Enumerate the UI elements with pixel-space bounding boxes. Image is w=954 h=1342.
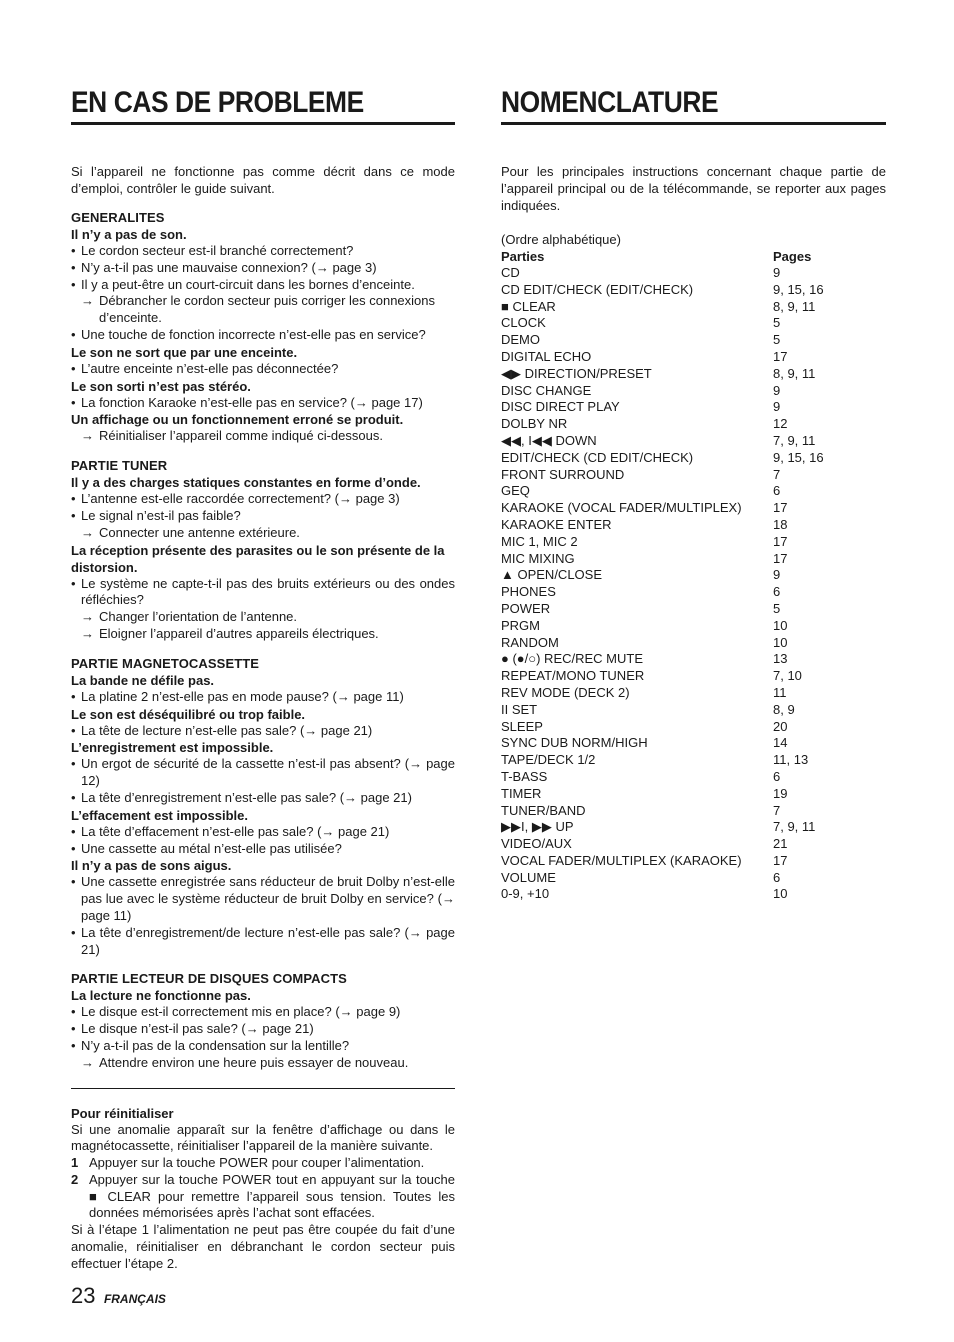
part-name: RANDOM xyxy=(501,634,559,650)
check-item xyxy=(71,508,455,525)
troubleshooting-sections xyxy=(71,209,455,1072)
troubleshooting-title: EN CAS DE PROBLEME xyxy=(71,86,364,119)
part-pages: 5 xyxy=(773,315,781,331)
part-pages: 7, 9, 11 xyxy=(773,819,816,835)
remedy-item xyxy=(71,1055,455,1072)
part-name: ◀◀, I◀◀ DOWN xyxy=(501,432,597,448)
problem-heading: Il y a des charges statiques constantes en forme d’onde. xyxy=(71,475,421,491)
part-pages: 7 xyxy=(773,466,781,482)
item-text: Une cassette enregistrée sans réducteur de bruit Dolby n’est-elle pas lue avec le système réducteur de bruit Dolby en service? (→ page 11) xyxy=(81,874,455,923)
item-text: L’autre enceinte n’est-elle pas déconnectée? xyxy=(81,360,339,376)
item-text: Changer l’orientation de l’antenne. xyxy=(99,609,298,625)
part-pages: 17 xyxy=(773,533,788,549)
problem-heading: Le son sorti n’est pas stéréo. xyxy=(71,378,251,394)
part-pages: 17 xyxy=(773,852,788,868)
part-name: DISC CHANGE xyxy=(501,382,592,398)
arrow-right-icon: → xyxy=(81,609,94,625)
part-name: PRGM xyxy=(501,617,540,633)
item-text: N’y a-t-il pas de la condensation sur la lentille? xyxy=(81,1037,350,1053)
item-text: Le disque n’est-il pas sale? (→ page 21) xyxy=(81,1021,314,1037)
reset-intro: Si une anomalie apparaît sur la fenêtre d’affichage ou dans le magnétocassette, réinitialiser l’appareil de la manière suivante. xyxy=(71,1121,455,1154)
part-name: TIMER xyxy=(501,785,542,801)
check-item xyxy=(71,327,455,344)
arrow-right-icon: → xyxy=(81,1054,94,1070)
table-row xyxy=(501,886,886,903)
item-text: Le système ne capte-t-il pas des bruits extérieurs ou des ondes réfléchies? xyxy=(81,575,455,608)
table-row xyxy=(501,282,886,299)
reset-title: Pour réinitialiser xyxy=(71,1105,174,1121)
part-name: DOLBY NR xyxy=(501,416,568,432)
part-name: KARAOKE ENTER xyxy=(501,516,612,532)
part-pages: 17 xyxy=(773,348,788,364)
part-pages: 14 xyxy=(773,735,788,751)
table-row xyxy=(501,567,886,584)
table-row xyxy=(501,702,886,719)
remedy-item xyxy=(71,293,455,327)
table-header-row xyxy=(501,248,886,265)
part-pages: 13 xyxy=(773,651,788,667)
item-text: Le disque est-il correctement mis en place? (→ page 9) xyxy=(81,1004,401,1020)
nomenclature-table xyxy=(501,248,886,903)
part-name: POWER xyxy=(501,600,551,616)
item-text: La fonction Karaoke n’est-elle pas en service? (→ page 17) xyxy=(81,394,423,410)
part-name: ■ CLEAR xyxy=(501,298,556,314)
table-row xyxy=(501,551,886,568)
item-text: Connecter une antenne extérieure. xyxy=(99,524,300,540)
part-pages: 11 xyxy=(773,684,787,700)
part-name: TAPE/DECK 1/2 xyxy=(501,752,596,768)
remedy-item xyxy=(71,626,455,643)
section-title: PARTIE LECTEUR DE DISQUES COMPACTS xyxy=(71,971,347,987)
part-name: CLOCK xyxy=(501,315,546,331)
section-separator xyxy=(71,1088,455,1089)
part-pages: 6 xyxy=(773,584,781,600)
table-row xyxy=(501,584,886,601)
part-name: GEQ xyxy=(501,483,530,499)
item-text: Le signal n’est-il pas faible? xyxy=(81,507,241,523)
table-row xyxy=(501,735,886,752)
check-item xyxy=(71,243,455,260)
nomenclature-intro: Pour les principales instructions concernant chaque partie de l’appareil principal ou de la télécommande, se reporter aux pages indiquées. xyxy=(501,164,886,213)
part-name: CD xyxy=(501,265,520,280)
part-pages: 9 xyxy=(773,567,781,583)
problem-heading: Il n’y a pas de sons aigus. xyxy=(71,858,232,874)
page-number: 23 xyxy=(71,1283,96,1308)
part-pages: 9 xyxy=(773,265,781,280)
table-row xyxy=(501,853,886,870)
item-text: Réinitialiser l’appareil comme indiqué ci-dessous. xyxy=(99,428,383,444)
reset-outro: Si à l’étape 1 l’alimentation ne peut pas être coupée du fait d’une anomalie, réinitialiser en débranchant le cordon secteur puis effectuer l’étape 2. xyxy=(71,1222,455,1271)
item-text: La platine 2 n’est-elle pas en mode pause? (→ page 11) xyxy=(81,688,404,704)
table-row xyxy=(501,752,886,769)
part-name: FRONT SURROUND xyxy=(501,466,625,482)
part-pages: 9, 15, 16 xyxy=(773,281,824,297)
part-name: REPEAT/MONO TUNER xyxy=(501,668,645,684)
section-title: PARTIE TUNER xyxy=(71,458,168,474)
part-pages: 10 xyxy=(773,634,788,650)
title-rule xyxy=(501,122,886,125)
order-note: (Ordre alphabétique) xyxy=(501,232,621,247)
check-item xyxy=(71,260,455,277)
item-text: Débrancher le cordon secteur puis corriger les connexions d’enceinte. xyxy=(99,293,436,326)
part-name: ▲ OPEN/CLOSE xyxy=(501,567,603,583)
check-item xyxy=(71,925,455,959)
table-row xyxy=(501,651,886,668)
table-row xyxy=(501,315,886,332)
column-header-pages: Pages xyxy=(773,249,812,264)
table-row xyxy=(501,685,886,702)
part-name: VIDEO/AUX xyxy=(501,836,572,852)
part-pages: 5 xyxy=(773,600,781,616)
part-pages: 11, 13 xyxy=(773,752,809,768)
table-row xyxy=(501,769,886,786)
item-text: La tête de lecture n’est-elle pas sale? (→ page 21) xyxy=(81,722,373,738)
check-item xyxy=(71,361,455,378)
check-item xyxy=(71,824,455,841)
check-item xyxy=(71,723,455,740)
table-row xyxy=(501,265,886,282)
remedy-item xyxy=(71,525,455,542)
check-item xyxy=(71,395,455,412)
table-row xyxy=(501,719,886,736)
page-footer xyxy=(71,1283,166,1309)
problem-heading: Le son ne sort que par une enceinte. xyxy=(71,344,298,360)
table-row xyxy=(501,383,886,400)
table-row xyxy=(501,299,886,316)
part-pages: 12 xyxy=(773,416,788,432)
part-name: SLEEP xyxy=(501,718,543,734)
part-pages: 7, 10 xyxy=(773,668,802,684)
troubleshooting-column xyxy=(71,86,455,1273)
table-row xyxy=(501,601,886,618)
troubleshooting-intro: Si l’appareil ne fonctionne pas comme décrit dans ce mode d’emploi, contrôler le guide suivant. xyxy=(71,164,455,196)
item-text: L’antenne est-elle raccordée correctement? (→ page 3) xyxy=(81,491,400,507)
nomenclature-column xyxy=(501,86,886,903)
step-text: Appuyer sur la touche POWER tout en appuyant sur la touche ■ CLEAR pour remettre l’appareil sous tension. Toutes les données mémorisées après l’achat sont effacées. xyxy=(89,1171,455,1221)
problem-heading: Il n’y a pas de son. xyxy=(71,227,187,242)
item-text: Une touche de fonction incorrecte n’est-elle pas en service? xyxy=(81,326,426,342)
part-name: KARAOKE (VOCAL FADER/MULTIPLEX) xyxy=(501,500,742,516)
part-name: MIC 1, MIC 2 xyxy=(501,533,578,549)
section-title: GENERALITES xyxy=(71,210,165,225)
item-text: Un ergot de sécurité de la cassette n’est-il pas absent? (→ page 12) xyxy=(81,756,455,789)
table-row xyxy=(501,332,886,349)
part-name: EDIT/CHECK (CD EDIT/CHECK) xyxy=(501,449,694,465)
check-item xyxy=(71,1038,455,1055)
column-header-parts: Parties xyxy=(501,249,545,264)
table-row xyxy=(501,399,886,416)
part-name: VOCAL FADER/MULTIPLEX (KARAOKE) xyxy=(501,852,742,868)
step-number: 1 xyxy=(71,1155,79,1171)
part-pages: 8, 9, 11 xyxy=(773,298,816,314)
check-item xyxy=(71,841,455,858)
part-name: 0-9, +10 xyxy=(501,886,550,902)
section-title: PARTIE MAGNETOCASSETTE xyxy=(71,655,260,671)
part-name: VOLUME xyxy=(501,869,556,885)
item-text: Eloigner l’appareil d’autres appareils électriques. xyxy=(99,625,379,641)
check-item xyxy=(71,277,455,294)
part-pages: 9 xyxy=(773,382,781,398)
table-row xyxy=(501,836,886,853)
part-pages: 7 xyxy=(773,802,781,818)
arrow-right-icon: → xyxy=(81,293,94,309)
table-body xyxy=(501,265,886,903)
check-item xyxy=(71,874,455,924)
problem-heading: La réception présente des parasites ou le son présente de la distorsion. xyxy=(71,542,445,575)
check-item xyxy=(71,756,455,790)
table-row xyxy=(501,416,886,433)
problem-heading: L’enregistrement est impossible. xyxy=(71,740,274,756)
nomenclature-title: NOMENCLATURE xyxy=(501,86,719,119)
part-name: ▶▶I, ▶▶ UP xyxy=(501,819,574,835)
table-row xyxy=(501,635,886,652)
item-text: Attendre environ une heure puis essayer de nouveau. xyxy=(99,1054,409,1070)
table-row xyxy=(501,534,886,551)
step-text: Appuyer sur la touche POWER pour couper l’alimentation. xyxy=(89,1155,425,1171)
table-row xyxy=(501,349,886,366)
reset-step xyxy=(71,1155,455,1172)
part-pages: 10 xyxy=(773,886,788,902)
problem-heading: La bande ne défile pas. xyxy=(71,672,215,688)
check-item xyxy=(71,790,455,807)
arrow-right-icon: → xyxy=(81,524,94,540)
part-pages: 19 xyxy=(773,785,788,801)
part-name: REV MODE (DECK 2) xyxy=(501,684,630,700)
table-row xyxy=(501,366,886,383)
part-name: II SET xyxy=(501,701,538,717)
part-pages: 7, 9, 11 xyxy=(773,432,816,448)
check-item xyxy=(71,576,455,610)
part-pages: 17 xyxy=(773,550,788,566)
reset-step xyxy=(71,1172,455,1222)
language-label: FRANÇAIS xyxy=(103,1292,166,1306)
part-pages: 20 xyxy=(773,718,788,734)
problem-heading: Un affichage ou un fonctionnement erroné se produit. xyxy=(71,412,404,428)
check-item xyxy=(71,1004,455,1021)
table-row xyxy=(501,819,886,836)
table-row xyxy=(501,618,886,635)
table-row xyxy=(501,803,886,820)
part-pages: 6 xyxy=(773,768,781,784)
table-row xyxy=(501,450,886,467)
part-pages: 21 xyxy=(773,836,788,852)
part-name: ◀▶ DIRECTION/PRESET xyxy=(501,365,652,381)
part-name: DEMO xyxy=(501,332,540,348)
part-pages: 17 xyxy=(773,500,788,516)
part-pages: 9, 15, 16 xyxy=(773,449,824,465)
step-number: 2 xyxy=(71,1171,79,1187)
table-row xyxy=(501,467,886,484)
part-pages: 18 xyxy=(773,516,788,532)
remedy-item xyxy=(71,428,455,445)
part-pages: 9 xyxy=(773,399,781,415)
part-pages: 6 xyxy=(773,869,781,885)
part-pages: 6 xyxy=(773,483,781,499)
arrow-right-icon: → xyxy=(81,625,94,641)
part-pages: 8, 9 xyxy=(773,701,795,717)
part-name: MIC MIXING xyxy=(501,550,575,566)
reset-block xyxy=(71,1105,455,1273)
table-row xyxy=(501,786,886,803)
item-text: Une cassette au métal n’est-elle pas utilisée? xyxy=(81,840,342,856)
check-item xyxy=(71,491,455,508)
table-row xyxy=(501,500,886,517)
part-name: ● (●/○) REC/REC MUTE xyxy=(501,651,643,667)
part-name: PHONES xyxy=(501,584,556,600)
remedy-item xyxy=(71,609,455,626)
table-row xyxy=(501,668,886,685)
table-row xyxy=(501,870,886,887)
part-pages: 8, 9, 11 xyxy=(773,365,816,381)
item-text: Il y a peut-être un court-circuit dans les bornes d’enceinte. xyxy=(81,276,415,292)
part-name: SYNC DUB NORM/HIGH xyxy=(501,735,648,751)
part-pages: 5 xyxy=(773,332,781,348)
check-item xyxy=(71,1021,455,1038)
item-text: La tête d’effacement n’est-elle pas sale? (→ page 21) xyxy=(81,823,390,839)
problem-heading: Le son est déséquilibré ou trop faible. xyxy=(71,706,306,722)
part-name: DISC DIRECT PLAY xyxy=(501,399,620,415)
item-text: N’y a-t-il pas une mauvaise connexion? (→ page 3) xyxy=(81,259,377,275)
item-text: Le cordon secteur est-il branché correctement? xyxy=(81,243,354,258)
arrow-right-icon: → xyxy=(81,428,94,444)
part-name: T-BASS xyxy=(501,768,548,784)
item-text: La tête d’enregistrement n’est-elle pas sale? (→ page 21) xyxy=(81,789,412,805)
problem-heading: La lecture ne fonctionne pas. xyxy=(71,988,251,1004)
part-name: CD EDIT/CHECK (EDIT/CHECK) xyxy=(501,281,694,297)
part-name: TUNER/BAND xyxy=(501,802,586,818)
table-row xyxy=(501,483,886,500)
part-name: DIGITAL ECHO xyxy=(501,348,592,364)
check-item xyxy=(71,689,455,706)
problem-heading: L’effacement est impossible. xyxy=(71,807,249,823)
title-rule xyxy=(71,122,455,125)
item-text: La tête d’enregistrement/de lecture n’est-elle pas sale? (→ page 21) xyxy=(81,924,455,957)
table-row xyxy=(501,433,886,450)
table-row xyxy=(501,517,886,534)
part-pages: 10 xyxy=(773,617,788,633)
